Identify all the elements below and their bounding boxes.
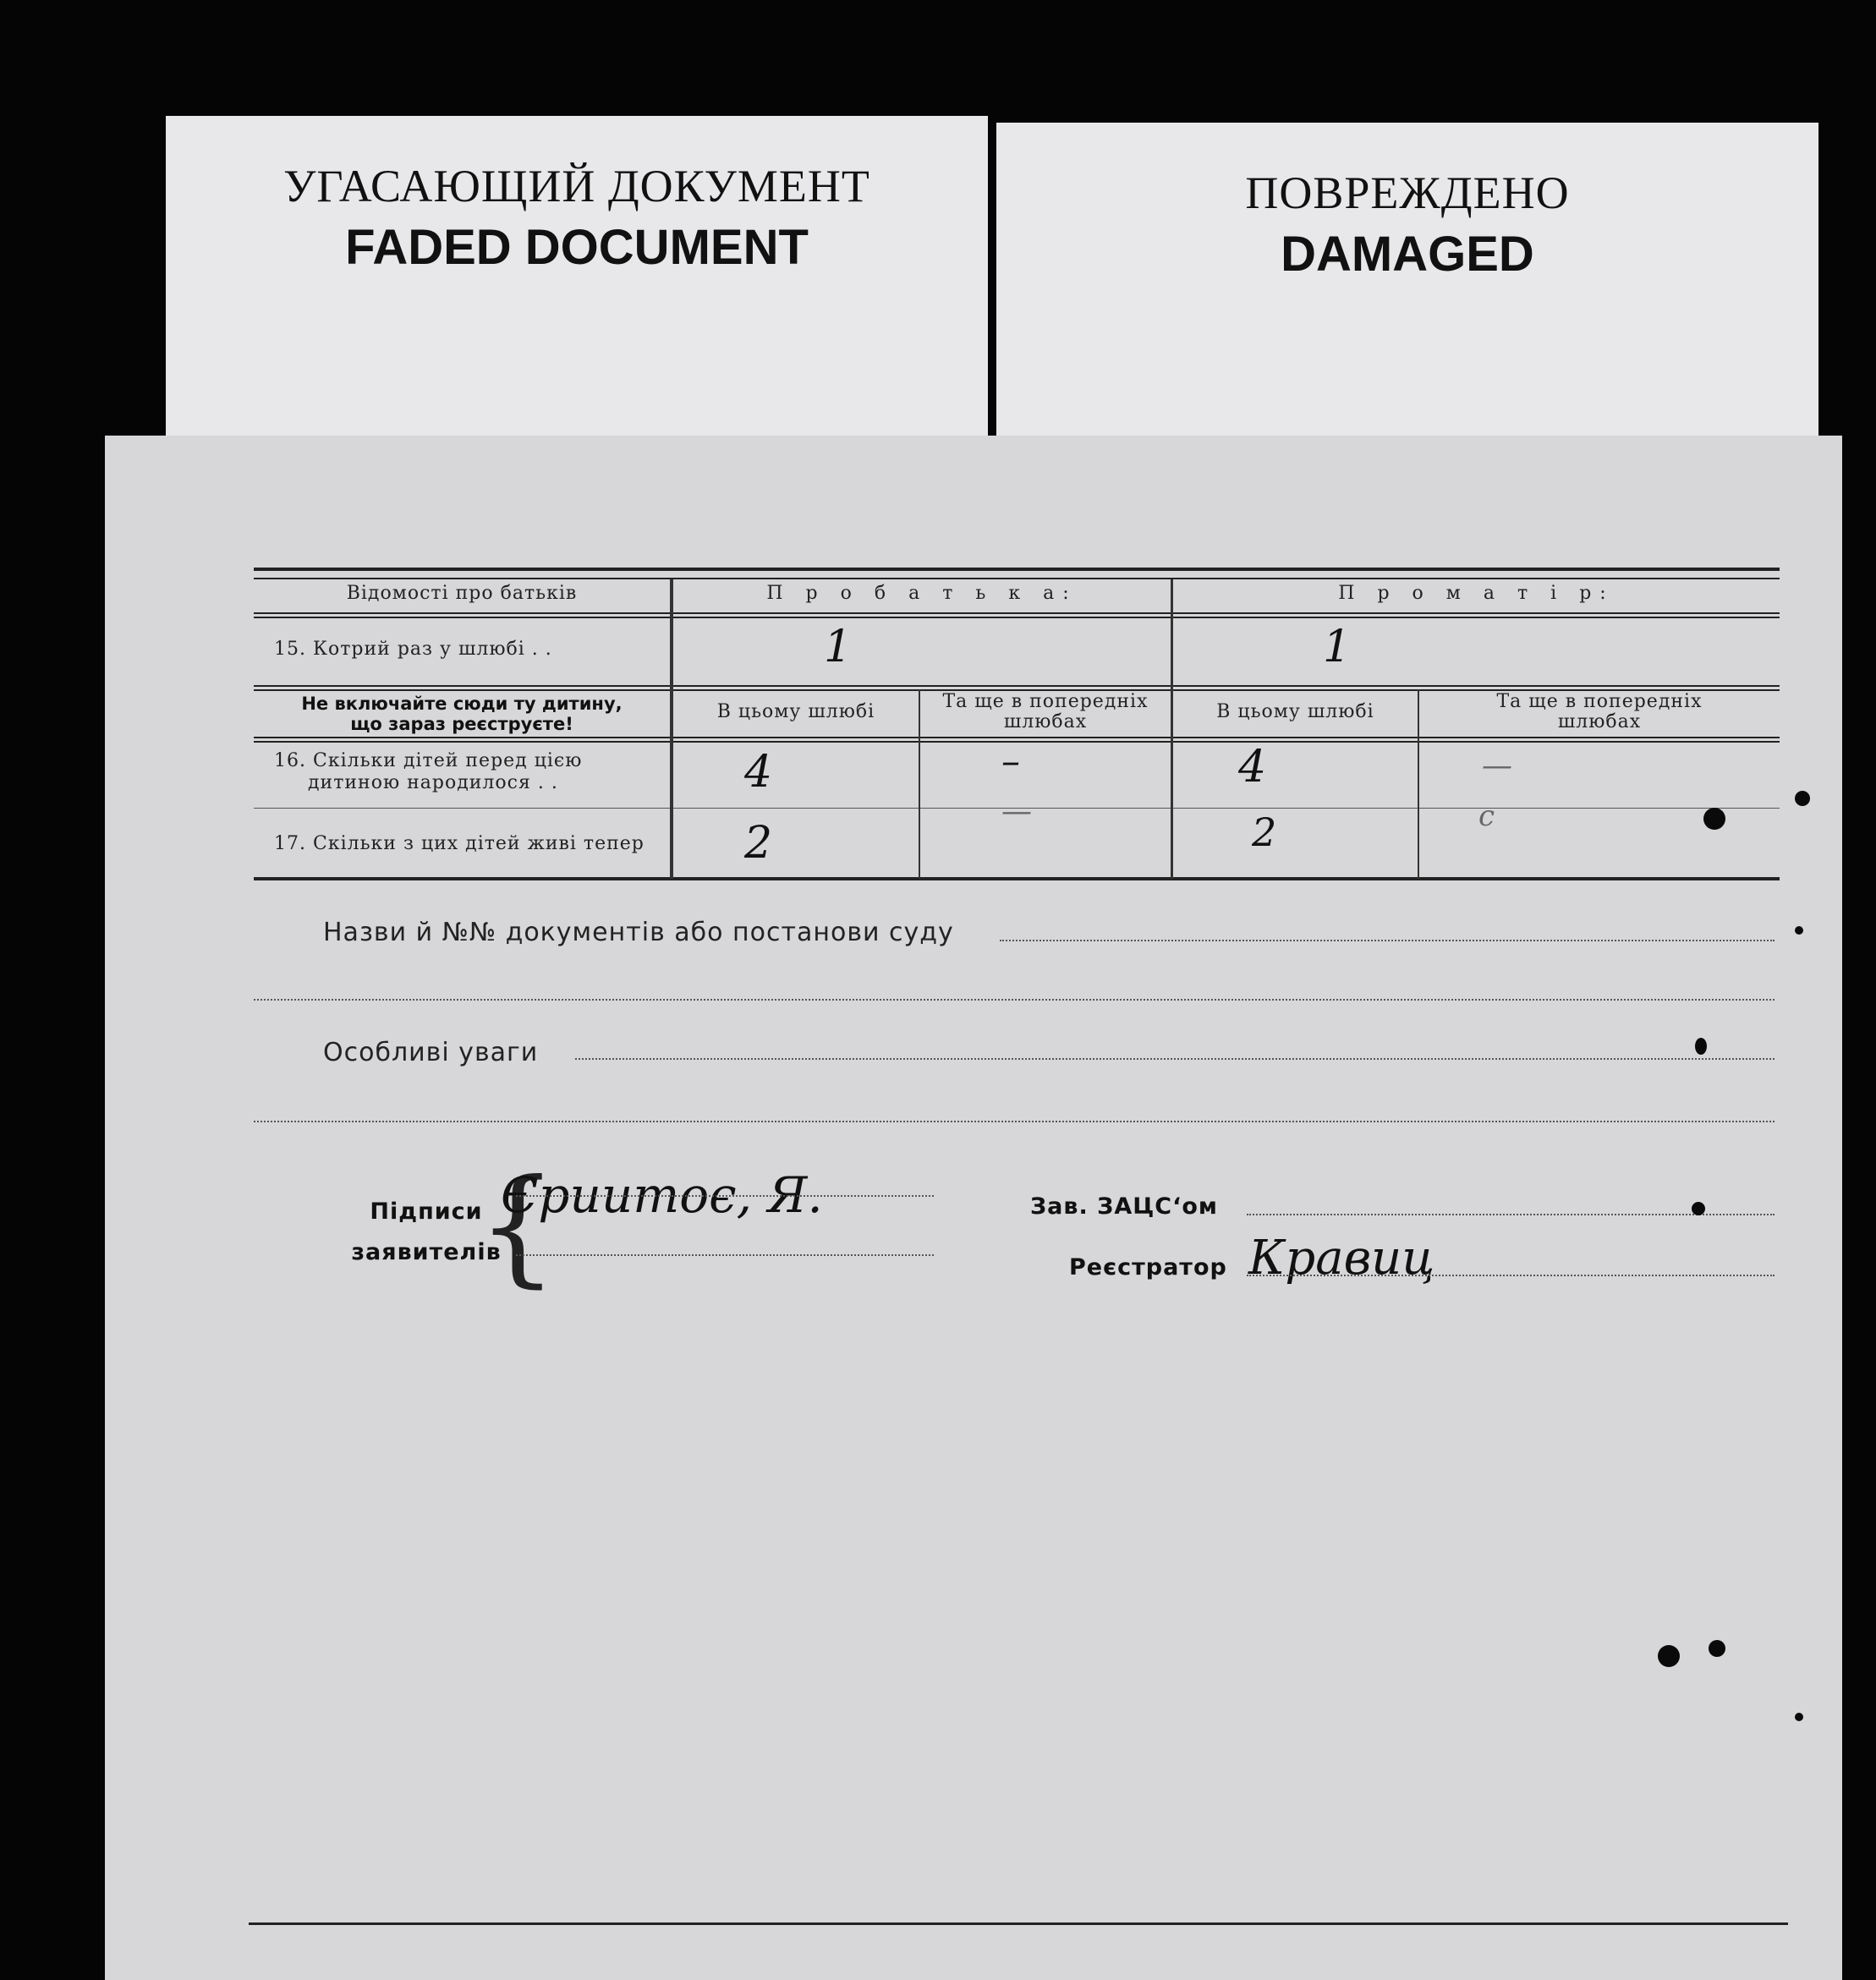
remarks-field-label: Особливі уваги [323,1038,539,1067]
header-bottom-rule [254,612,1780,614]
document-sheet [105,436,1842,1980]
header-father: П р о б а т ь к а: [766,583,1078,604]
applicant-sign-line-1 [516,1195,934,1197]
registrar-label: Реєстратор [1069,1254,1227,1281]
applicants-line2: заявителів [351,1239,502,1265]
col-divider-3 [1171,579,1173,879]
punch-hole [1795,926,1803,935]
punch-hole [1658,1645,1680,1667]
applicant-signature: Єрииmоє, Я. [501,1166,823,1224]
sheet-bottom-rule [249,1922,1788,1925]
row16-label-line2: дитиною народилося . . [308,772,558,793]
punch-hole [1795,791,1810,806]
row16-mother-this: 4 [1238,742,1267,793]
row15-bottom-rule [254,685,1780,687]
row16-label-line1: 16. Скільки дітей перед цією [274,750,583,771]
row16-label [274,750,663,794]
damaged-document-label [996,123,1818,464]
prev-line2: шлюбах [1557,711,1642,732]
damaged-label-en: DAMAGED [1281,227,1534,282]
table-top-rule-thin [254,578,1780,579]
prev-line1: Та ще в попередніх [1496,691,1703,712]
damaged-label-ru: ПОВРЕЖДЕНО [1245,167,1570,218]
row16-father-prev: – [1001,740,1020,783]
faded-label-ru: УГАСАЮЩИЙ ДОКУМЕНТ [283,161,870,211]
head-zags-label: Зав. ЗАЦС‘ом [1030,1193,1218,1220]
mother-prev-marriages-header [1419,692,1780,732]
father-prev-marriages-header [920,692,1171,732]
father-this-marriage-header: В цьому шлюбі [716,701,875,722]
row16-mother-prev: — [1482,749,1512,783]
remarks-field-line-2 [254,1121,1775,1122]
note-line2: що зараз реєструєте! [350,714,573,734]
row15-label: 15. Котрий раз у шлюбі . . [274,639,552,660]
table-bottom-rule [254,877,1780,880]
applicants-line1: Підписи [370,1198,483,1225]
header-parents-info: Відомості про батьків [346,583,578,604]
row17-mother-prev: c [1478,799,1495,833]
punch-hole [1703,808,1725,830]
prev-line2: шлюбах [1003,711,1088,732]
faded-label-en: FADED DOCUMENT [345,220,809,275]
row17-father-prev: — [1001,794,1032,829]
applicants-brace: { [477,1153,558,1300]
header-bottom-rule-2 [254,617,1780,618]
faded-document-label [166,116,988,464]
applicant-sign-line-2 [516,1254,934,1256]
punch-hole [1709,1640,1725,1657]
documents-field-label: Назви й №№ документів або постанови суду [323,918,954,947]
punch-hole [1692,1202,1705,1215]
note-exclude-child [254,694,670,734]
documents-field-line-2 [254,999,1775,1001]
row15-father-value: 1 [824,622,853,672]
table-top-rule [254,568,1780,571]
registrar-signature: Кравиц [1248,1231,1435,1286]
subheader-bottom-rule [254,737,1780,738]
registrar-line [1247,1275,1775,1276]
remarks-field-line [575,1058,1775,1060]
row17-label: 17. Скільки з цих дітей живі тепер [274,833,645,854]
row16-father-this: 4 [744,747,773,798]
mother-this-marriage-header: В цьому шлюбі [1216,701,1374,722]
note-line1: Не включайте сюди ту дитину, [301,694,623,714]
row17-mother-this: 2 [1252,809,1277,855]
punch-hole [1695,1038,1707,1055]
row15-mother-value: 1 [1323,622,1352,672]
punch-hole [1795,1713,1803,1721]
prev-line1: Та ще в попередніх [942,691,1149,712]
row17-father-this: 2 [744,818,773,869]
documents-field-line [1000,940,1775,941]
header-mother: П р о м а т і р: [1338,583,1615,604]
